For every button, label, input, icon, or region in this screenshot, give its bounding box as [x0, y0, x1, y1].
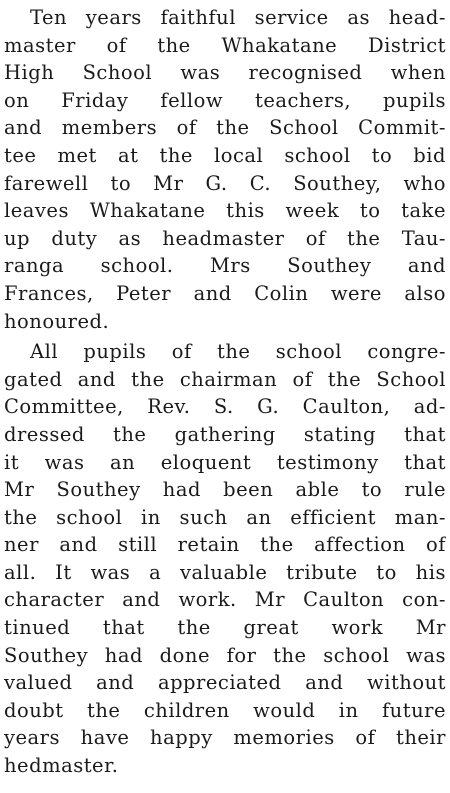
text-line: tinued that the great work Mr: [4, 616, 446, 640]
text-line: master of the Whakatane District: [4, 33, 446, 57]
text-line: Ten years faithful service as head-: [30, 6, 446, 29]
text-line: ranga school. Mrs Southey and: [4, 254, 446, 278]
text-line: years have happy memories of their: [4, 726, 446, 750]
text-line: Frances, Peter and Colin were also: [4, 281, 446, 305]
text-line: leaves Whakatane this week to take: [4, 199, 446, 223]
text-line: Committee, Rev. S. G. Caulton, ad-: [4, 395, 446, 419]
text-line: it was an eloquent testimony that: [4, 450, 446, 474]
text-line: ner and still retain the affection of: [4, 533, 446, 557]
text-line: dressed the gathering stating that: [4, 422, 446, 446]
text-line: High School was recognised when: [4, 61, 446, 85]
text-line: and members of the School Commit-: [4, 116, 446, 140]
text-line: honoured.: [4, 309, 110, 333]
text-line: hedmaster.: [4, 754, 119, 778]
text-line: the school in such an efficient man-: [4, 505, 446, 529]
text-line: on Friday fellow teachers, pupils: [4, 88, 446, 112]
text-line: gated and the chairman of the School: [4, 367, 446, 391]
text-line: character and work. Mr Caulton con-: [4, 588, 446, 612]
text-line: tee met at the local school to bid: [4, 143, 446, 167]
text-line: up duty as headmaster of the Tau-: [4, 226, 446, 250]
text-line: All pupils of the school congre-: [30, 340, 446, 364]
text-line: doubt the children would in future: [4, 698, 446, 722]
text-line: valued and appreciated and without: [4, 671, 446, 695]
text-line: farewell to Mr G. C. Southey, who: [4, 171, 446, 195]
article-paragraph-2: [4, 338, 446, 780]
text-line: Mr Southey had been able to rule: [4, 478, 446, 502]
article-paragraph-1: [4, 4, 446, 335]
text-line: Southey had done for the school was: [4, 643, 446, 667]
text-line: all. It was a valuable tribute to his: [4, 560, 446, 584]
